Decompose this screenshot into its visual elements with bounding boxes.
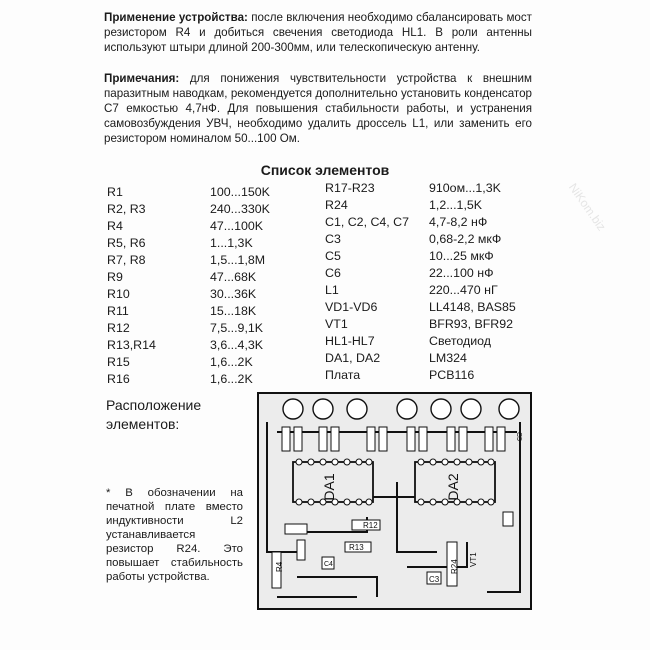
list-item (325, 299, 565, 316)
list-item (325, 265, 565, 282)
item-name: R12 (107, 321, 130, 335)
list-item (325, 180, 565, 197)
item-value: LL4148, BAS85 (429, 300, 516, 314)
list-item (325, 367, 565, 384)
item-name: R24 (325, 198, 348, 212)
item-value: 1,5...1,8M (210, 253, 266, 267)
item-name: DA1, DA2 (325, 351, 381, 365)
components-list-right (325, 180, 565, 384)
list-item (107, 320, 307, 337)
item-value: 1...1,3K (210, 236, 253, 250)
item-value: 100...150K (210, 185, 270, 199)
da1-label: DA1 (321, 473, 337, 501)
da2-label: DA2 (445, 473, 461, 501)
r13-label: R13 (349, 543, 364, 552)
list-item (107, 201, 307, 218)
list-item (107, 269, 307, 286)
components-list-title: Список элементов (260, 162, 390, 178)
layout-title (106, 396, 201, 434)
list-item (107, 235, 307, 252)
item-name: R4 (107, 219, 123, 233)
pcb-layout-diagram (257, 392, 532, 610)
watermark: NiKom.biz (565, 180, 609, 234)
led-hl (431, 399, 451, 419)
item-name: C5 (325, 249, 341, 263)
item-value: PCB116 (429, 368, 475, 382)
notes-paragraph (104, 71, 532, 146)
item-name: R1 (107, 185, 123, 199)
r12-label: R12 (363, 521, 378, 530)
item-value: 1,2...1,5K (429, 198, 483, 212)
item-value: 22...100 нФ (429, 266, 494, 280)
layout-title-line2: элементов: (106, 416, 180, 432)
item-name: R17-R23 (325, 181, 375, 195)
item-value: 220...470 нГ (429, 283, 498, 297)
item-value: Светодиод (429, 334, 492, 348)
layout-title-line1: Расположение (106, 397, 202, 413)
led-hl (283, 399, 303, 419)
list-item (107, 218, 307, 235)
item-value: 15...18K (210, 304, 257, 318)
item-value: LM324 (429, 351, 467, 365)
list-item (107, 286, 307, 303)
item-name: R9 (107, 270, 123, 284)
list-item (325, 350, 565, 367)
c4-label: C4 (324, 561, 333, 568)
usage-label: Применение устройства: (104, 11, 248, 24)
components-list-left (107, 184, 307, 388)
item-name: R2, R3 (107, 202, 146, 216)
item-value: 240...330K (210, 202, 270, 216)
list-item (325, 316, 565, 333)
item-value: BFR93, BFR92 (429, 317, 514, 331)
led-hl (397, 399, 417, 419)
usage-paragraph (104, 10, 532, 55)
r24-label: R24 (450, 559, 459, 574)
list-item (325, 333, 565, 350)
item-value: 910ом...1,3K (429, 181, 501, 195)
notes-text: для понижения чувствительности устройства к внешним паразитным наводкам, рекомендуется дополнительно установить конденсатор С7 емкостью 4,7нФ. Для повышения стабильности работы, и устранения самовозбуждения УВЧ, необходимо удалить дроссель L1, или заменить его резистором номиналом 50...100 Ом. (104, 72, 532, 145)
usage-text: после включения необходимо сбалансировать мост резистором R4 и добиться свечения светодиода HL1. В роли антенны используют штыри длиной 200-300мм, или телескопическую антенну. (104, 11, 532, 54)
item-name: R5, R6 (107, 236, 146, 250)
c3-label: C3 (429, 575, 440, 584)
item-name: R11 (107, 304, 129, 318)
item-name: HL1-HL7 (325, 334, 375, 348)
list-item (107, 252, 307, 269)
item-name: VT1 (325, 317, 348, 331)
item-value: 0,68-2,2 мкФ (429, 232, 502, 246)
item-name: R15 (107, 355, 130, 369)
led-hl (499, 399, 519, 419)
list-item (325, 248, 565, 265)
list-item (107, 184, 307, 201)
item-value: 4,7-8,2 нФ (429, 215, 488, 229)
list-item (107, 337, 307, 354)
list-item (107, 354, 307, 371)
item-name: R7, R8 (107, 253, 146, 267)
list-item (325, 231, 565, 248)
item-name: Плата (325, 368, 361, 382)
led-hl (347, 399, 367, 419)
item-value: 1,6...2K (210, 372, 253, 386)
notes-label: Примечания: (104, 72, 180, 85)
item-name: C3 (325, 232, 341, 246)
item-name: C1, C2, C4, C7 (325, 215, 410, 229)
item-name: R10 (107, 287, 130, 301)
item-value: 7,5...9,1K (210, 321, 264, 335)
item-value: 47...100K (210, 219, 264, 233)
list-item (325, 197, 565, 214)
list-item (107, 303, 307, 320)
list-item (325, 214, 565, 231)
item-name: L1 (325, 283, 339, 297)
item-value: 10...25 мкФ (429, 249, 494, 263)
c5-label: C5 (515, 432, 522, 441)
list-item (107, 371, 307, 388)
item-name: R13,R14 (107, 338, 156, 352)
vt1-label: VT1 (469, 552, 478, 567)
item-name: VD1-VD6 (325, 300, 378, 314)
led-hl (461, 399, 481, 419)
item-name: R16 (107, 372, 130, 386)
led-hl (313, 399, 333, 419)
list-item (325, 282, 565, 299)
item-value: 3,6...4,3K (210, 338, 264, 352)
item-value: 1,6...2K (210, 355, 253, 369)
item-name: C6 (325, 266, 341, 280)
r4-label: R4 (275, 561, 284, 572)
item-value: 30...36K (210, 287, 257, 301)
item-value: 47...68K (210, 270, 257, 284)
layout-footnote: * В обозначении на печатной плате вместо индуктивности L2 устанавливается резистор R24. Это повышает стабильность работы устройства. (106, 487, 243, 583)
